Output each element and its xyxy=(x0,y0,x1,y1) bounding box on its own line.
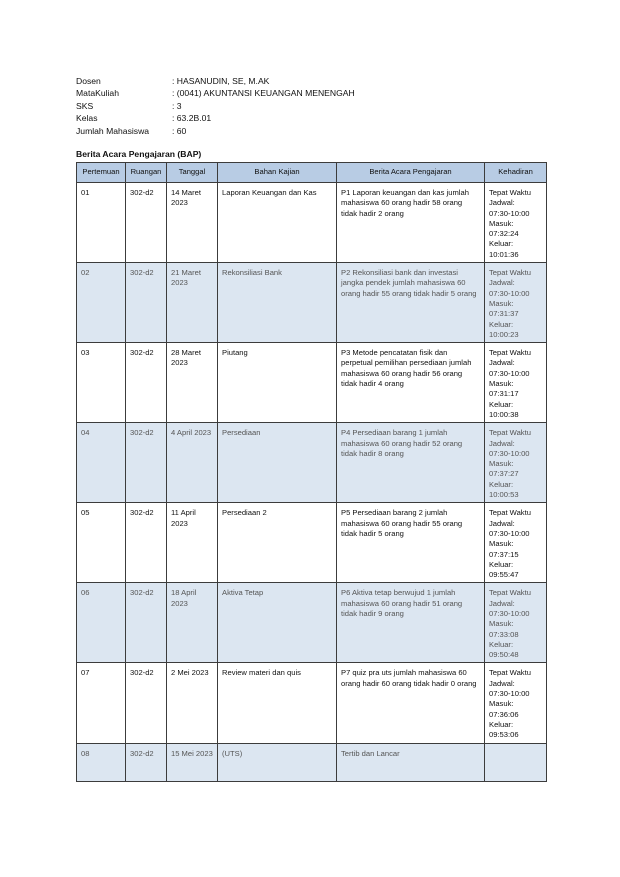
cell-kehadiran xyxy=(485,263,547,343)
kehadiran-line: Keluar: xyxy=(489,559,514,569)
cell-bahan-kajian: Aktiva Tetap xyxy=(218,583,337,663)
kehadiran-line: Masuk: xyxy=(489,699,514,709)
kehadiran-line: Masuk: xyxy=(489,619,514,629)
cell-ruangan: 302-d2 xyxy=(126,583,167,663)
section-title: Berita Acara Pengajaran (BAP) xyxy=(76,149,202,159)
cell-berita-acara: P1 Laporan keuangan dan kas jumlah mahasiswa 60 orang hadir 58 orang tidak hadir 2 orang xyxy=(337,183,485,263)
column-header: Pertemuan xyxy=(77,163,126,183)
kehadiran-line: Tepat Waktu xyxy=(489,268,531,278)
table-row xyxy=(77,423,547,503)
kehadiran-line: 07:30-10:00 xyxy=(489,208,530,218)
cell-berita-acara: P7 quiz pra uts jumlah mahasiswa 60 orang hadir 60 orang tidak hadir 0 orang xyxy=(337,663,485,743)
cell-tanggal: 11 April 2023 xyxy=(167,503,218,583)
info-label: Kelas xyxy=(76,113,98,124)
kehadiran-line: Masuk: xyxy=(489,539,514,549)
cell-ruangan: 302-d2 xyxy=(126,343,167,423)
cell-tanggal: 21 Maret 2023 xyxy=(167,263,218,343)
table-row xyxy=(77,583,547,663)
cell-tanggal: 28 Maret 2023 xyxy=(167,343,218,423)
cell-kehadiran xyxy=(485,663,547,743)
kehadiran-line: Keluar: xyxy=(489,319,514,329)
cell-berita-acara: P4 Persediaan barang 1 jumlah mahasiswa 60 orang hadir 52 orang tidak hadir 8 orang xyxy=(337,423,485,503)
info-value: : HASANUDIN, SE, M.AK xyxy=(172,76,270,86)
table-row xyxy=(77,343,547,423)
cell-tanggal: 14 Maret 2023 xyxy=(167,183,218,263)
cell-ruangan: 302-d2 xyxy=(126,503,167,583)
info-label: SKS xyxy=(76,100,94,111)
info-label: Jumlah Mahasiswa xyxy=(76,125,150,136)
kehadiran-line: Masuk: xyxy=(489,298,514,308)
kehadiran-line: Tepat Waktu xyxy=(489,428,531,438)
kehadiran-line: Jadwal: xyxy=(489,198,515,208)
column-header: Berita Acara Pengajaran xyxy=(337,163,485,183)
kehadiran-line: Tepat Waktu xyxy=(489,188,531,197)
cell-ruangan: 302-d2 xyxy=(126,663,167,743)
cell-berita-acara: Tertib dan Lancar xyxy=(337,743,485,781)
kehadiran-line: 10:00:53 xyxy=(489,490,519,500)
cell-bahan-kajian: Persediaan 2 xyxy=(218,503,337,583)
cell-bahan-kajian: Laporan Keuangan dan Kas xyxy=(218,183,337,263)
column-header: Tanggal xyxy=(167,163,218,183)
kehadiran-line: 07:30-10:00 xyxy=(489,448,530,458)
cell-bahan-kajian: Rekonsiliasi Bank xyxy=(218,263,337,343)
kehadiran-line: Jadwal: xyxy=(489,358,515,368)
info-value: : 3 xyxy=(172,100,182,111)
cell-bahan-kajian: Persediaan xyxy=(218,423,337,503)
kehadiran-line: 07:30-10:00 xyxy=(489,288,530,298)
kehadiran-line: Masuk: xyxy=(489,379,514,389)
column-header: Bahan Kajian xyxy=(218,163,337,183)
info-row-dosen xyxy=(76,75,355,87)
kehadiran-line: 07:36:06 xyxy=(489,709,519,719)
kehadiran-line: 07:30-10:00 xyxy=(489,368,530,378)
info-row-kelas xyxy=(76,112,355,124)
kehadiran-line: 09:53:06 xyxy=(489,730,519,740)
cell-ruangan: 302-d2 xyxy=(126,423,167,503)
column-header: Ruangan xyxy=(126,163,167,183)
cell-bahan-kajian: Review materi dan quis xyxy=(218,663,337,743)
cell-berita-acara: P5 Persediaan barang 2 jumlah mahasiswa 60 orang hadir 55 orang tidak hadir 5 orang xyxy=(337,503,485,583)
cell-pertemuan: 02 xyxy=(77,263,126,343)
table-row xyxy=(77,743,547,781)
cell-bahan-kajian: (UTS) xyxy=(218,743,337,781)
table-row xyxy=(77,503,547,583)
info-label: Dosen xyxy=(76,76,101,86)
bap-table xyxy=(76,162,547,782)
cell-ruangan: 302-d2 xyxy=(126,183,167,263)
table-row xyxy=(77,183,547,263)
cell-kehadiran xyxy=(485,423,547,503)
info-row-jumlah-mahasiswa xyxy=(76,125,355,137)
kehadiran-line: 07:37:27 xyxy=(489,469,519,479)
cell-kehadiran xyxy=(485,503,547,583)
kehadiran-line: Keluar: xyxy=(489,719,514,729)
cell-tanggal: 15 Mei 2023 xyxy=(167,743,218,781)
cell-tanggal: 18 April 2023 xyxy=(167,583,218,663)
cell-pertemuan: 07 xyxy=(77,663,126,743)
kehadiran-line: 07:30-10:00 xyxy=(489,608,530,618)
info-row-sks xyxy=(76,100,355,112)
kehadiran-line: 09:55:47 xyxy=(489,570,519,580)
kehadiran-line: 07:33:08 xyxy=(489,629,519,639)
info-value: : 63.2B.01 xyxy=(172,113,212,124)
kehadiran-line: Tepat Waktu xyxy=(489,508,531,518)
cell-kehadiran xyxy=(485,343,547,423)
info-label: MataKuliah xyxy=(76,88,119,99)
cell-pertemuan: 08 xyxy=(77,743,126,781)
cell-pertemuan: 01 xyxy=(77,183,126,263)
kehadiran-line: Keluar: xyxy=(489,639,514,649)
kehadiran-line: Keluar: xyxy=(489,239,514,249)
kehadiran-line: Keluar: xyxy=(489,479,514,489)
kehadiran-line: Jadwal: xyxy=(489,518,515,528)
kehadiran-line: Keluar: xyxy=(489,399,514,409)
cell-bahan-kajian: Piutang xyxy=(218,343,337,423)
kehadiran-line: 07:30-10:00 xyxy=(489,528,530,538)
cell-berita-acara: P6 Aktiva tetap berwujud 1 jumlah mahasiswa 60 orang hadir 51 orang tidak hadir 9 orang xyxy=(337,583,485,663)
cell-ruangan: 302-d2 xyxy=(126,263,167,343)
kehadiran-line: Jadwal: xyxy=(489,678,515,688)
kehadiran-line: 10:00:38 xyxy=(489,409,519,419)
kehadiran-line: Jadwal: xyxy=(489,278,515,288)
cell-pertemuan: 04 xyxy=(77,423,126,503)
kehadiran-line: Masuk: xyxy=(489,218,514,228)
kehadiran-line: Jadwal: xyxy=(489,598,515,608)
cell-kehadiran xyxy=(485,183,547,263)
table-row xyxy=(77,263,547,343)
kehadiran-line: 10:00:23 xyxy=(489,329,519,339)
info-row-matakuliah xyxy=(76,87,355,99)
kehadiran-line: Tepat Waktu xyxy=(489,348,531,358)
info-value: : 60 xyxy=(172,125,187,136)
kehadiran-line: Tepat Waktu xyxy=(489,668,531,678)
cell-kehadiran xyxy=(485,583,547,663)
cell-berita-acara: P3 Metode pencatatan fisik dan perpetual pemilihan persediaan jumlah mahasiswa 60 orang hadir 56 orang tidak hadir 4 orang xyxy=(337,343,485,423)
column-header: Kehadiran xyxy=(485,163,547,183)
cell-tanggal: 2 Mei 2023 xyxy=(167,663,218,743)
kehadiran-line: 07:32:24 xyxy=(489,229,519,239)
table-row xyxy=(77,663,547,743)
kehadiran-line: Jadwal: xyxy=(489,438,515,448)
cell-pertemuan: 05 xyxy=(77,503,126,583)
kehadiran-line: 07:37:15 xyxy=(489,549,519,559)
cell-kehadiran xyxy=(485,743,547,781)
kehadiran-line: Masuk: xyxy=(489,459,514,469)
kehadiran-line: 07:31:37 xyxy=(489,309,519,319)
course-info xyxy=(76,75,355,137)
kehadiran-line: Tepat Waktu xyxy=(489,588,531,598)
cell-pertemuan: 03 xyxy=(77,343,126,423)
cell-berita-acara: P2 Rekonsiliasi bank dan investasi jangka pendek jumlah mahasiswa 60 orang hadir 55 orang tidak hadir 5 orang xyxy=(337,263,485,343)
cell-pertemuan: 06 xyxy=(77,583,126,663)
kehadiran-line: 07:31:17 xyxy=(489,389,519,399)
kehadiran-line: 07:30-10:00 xyxy=(489,689,530,699)
cell-tanggal: 4 April 2023 xyxy=(167,423,218,503)
cell-ruangan: 302-d2 xyxy=(126,743,167,781)
kehadiran-line: 09:50:48 xyxy=(489,650,519,660)
table-header-row xyxy=(77,163,547,183)
info-value: : (0041) AKUNTANSI KEUANGAN MENENGAH xyxy=(172,88,355,99)
kehadiran-line: 10:01:36 xyxy=(489,249,519,259)
